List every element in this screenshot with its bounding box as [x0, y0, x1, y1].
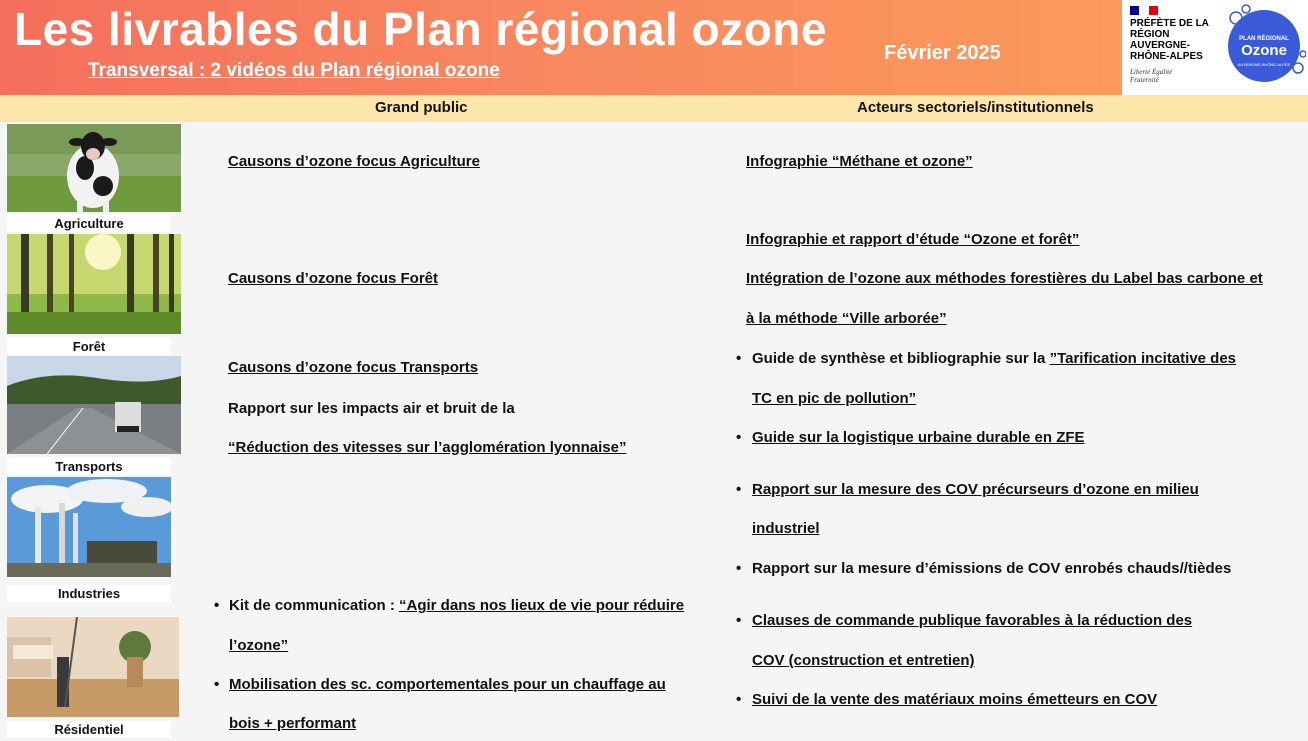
video-transports-link[interactable]: Causons d’ozone focus Transports: [228, 359, 479, 376]
rapport-enrobes-item: Rapport sur la mesure d’émissions de COV enrobés chauds//tièdes: [752, 560, 1232, 577]
rapport-vitesses-link[interactable]: “Réduction des vitesses sur l’agglomération lyonnaise”: [228, 439, 627, 456]
column-header-strip: [0, 95, 1308, 122]
forest-photo: [7, 234, 181, 334]
rapport-vitesses-intro: Rapport sur les impacts air et bruit de la: [228, 400, 515, 417]
mobilisation-link-cont[interactable]: bois + performant: [229, 715, 357, 732]
suivi-vente-link[interactable]: Suivi de la vente des matériaux moins émetteurs en COV: [752, 691, 1158, 708]
cow-photo: [7, 124, 181, 212]
kit-communication-prefix: Kit de communication :: [229, 597, 400, 614]
infographie-methane-link[interactable]: Infographie “Méthane et ozone”: [746, 153, 973, 170]
publication-date: Février 2025: [884, 42, 1001, 64]
sector-label: Résidentiel: [7, 721, 171, 738]
guide-tarification-link[interactable]: ”Tarification incitative des: [1049, 350, 1237, 367]
living-room-photo: [7, 617, 179, 717]
video-foret-link[interactable]: Causons d’ozone focus Forêt: [228, 270, 439, 287]
infographie-foret-link[interactable]: Infographie et rapport d’étude “Ozone et forêt”: [746, 231, 1080, 248]
rapport-cov-link-cont[interactable]: industriel: [752, 520, 820, 537]
kit-communication-link[interactable]: “Agir dans nos lieux de vie pour réduire: [399, 597, 685, 614]
video-agriculture-link[interactable]: Causons d’ozone focus Agriculture: [228, 153, 480, 170]
guide-tarification-item: [752, 350, 1236, 367]
clauses-commande-link[interactable]: Clauses de commande publique favorables à la réduction des: [752, 612, 1193, 629]
column-header-actors: Acteurs sectoriels/institutionnels: [857, 99, 1094, 116]
republic-motto: Liberté Égalité Fraternité: [1130, 68, 1173, 84]
guide-logistique-link[interactable]: Guide sur la logistique urbaine durable en ZFE: [752, 429, 1085, 446]
bullet-icon: •: [736, 612, 742, 629]
french-flag-icon: [1130, 6, 1158, 15]
logo-area: [1122, 0, 1308, 95]
bullet-icon: •: [736, 481, 742, 498]
bullet-icon: •: [736, 560, 742, 577]
kit-communication-item: [229, 597, 684, 614]
plan-ozone-logo: [1226, 2, 1306, 90]
rapport-cov-link[interactable]: Rapport sur la mesure des COV précurseurs d’ozone en milieu: [752, 481, 1199, 498]
title-banner: [0, 0, 1122, 95]
label-bas-carbone-link-cont[interactable]: à la méthode “Ville arborée”: [746, 310, 947, 327]
highway-photo: [7, 356, 181, 454]
page-title: Les livrables du Plan régional ozone: [14, 3, 827, 55]
bullet-icon: •: [736, 691, 742, 708]
bullet-icon: •: [214, 597, 220, 614]
sector-label: Forêt: [7, 338, 171, 355]
sector-label: Agriculture: [7, 215, 171, 232]
prefecture-name: PRÉFÈTE DE LA RÉGION AUVERGNE- RHÔNE-ALPES: [1130, 18, 1209, 62]
sector-label: Industries: [7, 585, 171, 602]
bullet-icon: •: [736, 350, 742, 367]
bullet-icon: •: [214, 676, 220, 693]
kit-communication-link-cont[interactable]: l’ozone”: [229, 637, 289, 654]
clauses-commande-link-cont[interactable]: COV (construction et entretien): [752, 652, 975, 669]
factory-photo: [7, 477, 171, 577]
bullet-icon: •: [736, 429, 742, 446]
transversal-videos-link[interactable]: Transversal : 2 vidéos du Plan régional ozone: [88, 60, 500, 81]
plan-ozone-label: PLAN RÉGIONAL: [1239, 36, 1289, 42]
plan-ozone-name: Ozone: [1241, 42, 1287, 59]
column-header-public: Grand public: [375, 99, 468, 116]
mobilisation-link[interactable]: Mobilisation des sc. comportementales pour un chauffage au: [229, 676, 666, 693]
guide-tarification-link-cont[interactable]: TC en pic de pollution”: [752, 390, 917, 407]
label-bas-carbone-link[interactable]: Intégration de l’ozone aux méthodes forestières du Label bas carbone et: [746, 270, 1263, 287]
sector-label: Transports: [7, 458, 171, 475]
plan-ozone-region: AUVERGNE-RHÔNE-ALPES: [1237, 62, 1291, 67]
guide-tarification-prefix: Guide de synthèse et bibliographie sur la: [752, 350, 1050, 367]
